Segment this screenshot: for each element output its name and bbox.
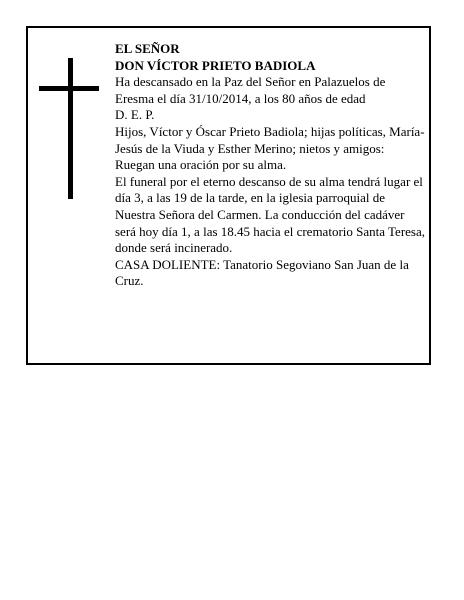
- mourning-house: CASA DOLIENTE: Tanatorio Segoviano San Juan de la Cruz.: [115, 256, 409, 289]
- death-statement: Ha descansado en la Paz del Señor en Palazuelos de Eresma el día 31/10/2014, a los 80 años de edad: [115, 74, 386, 106]
- obituary-title-line-1: EL SEÑOR: [115, 41, 180, 56]
- obituary-notice: [26, 26, 431, 365]
- cross-icon-vertical-bar: [68, 58, 73, 199]
- deceased-name: DON VÍCTOR PRIETO BADIOLA: [115, 57, 316, 73]
- rip-abbreviation: D. E. P.: [115, 107, 155, 123]
- family-members: Hijos, Víctor y Óscar Prieto Badiola; hijas políticas, María-Jesús de la Viuda y Esther Merino; nietos y amigos:: [115, 123, 425, 156]
- cross-icon-horizontal-bar: [39, 86, 99, 91]
- funeral-details: El funeral por el eterno descanso de su alma tendrá lugar el día 3, a las 19 de la tarde, en la iglesia parroquial de Nuestra Señora del Carmen. La conducción del cadáver será hoy día 1, a las 18.45 hacia el crematorio Santa Teresa, donde será incinerado.: [115, 173, 426, 256]
- prayer-request: Ruegan una oración por su alma.: [115, 157, 287, 173]
- obituary-text: [115, 41, 427, 290]
